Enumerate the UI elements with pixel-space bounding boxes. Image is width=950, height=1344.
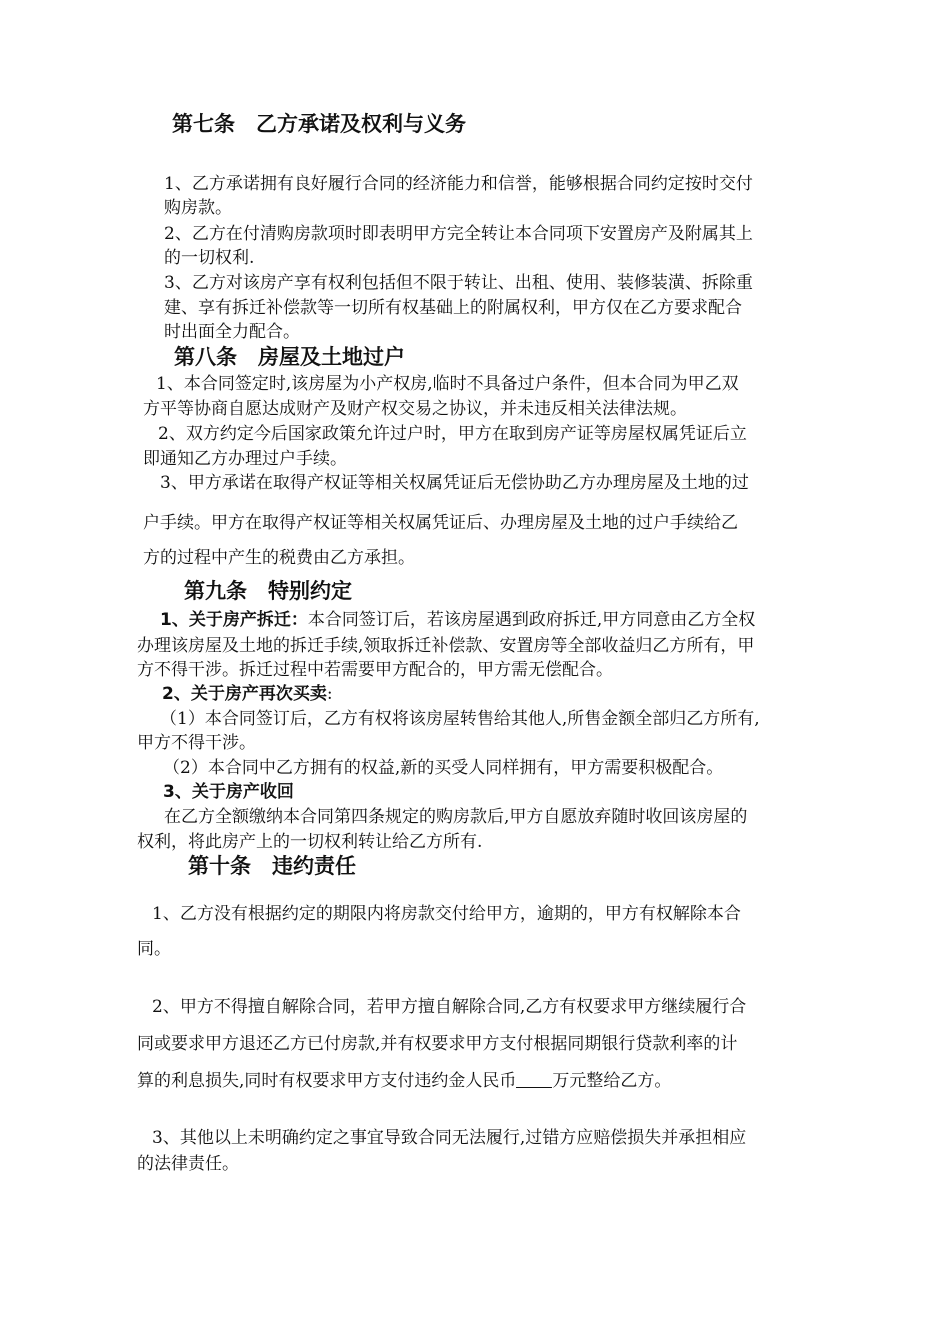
article-7-item-2-line-2: 的一切权利. [164,248,255,268]
article-7-item-3-line-1: 3、乙方对该房产享有权利包括但不限于转让、出租、使用、装修装潢、拆除重 [164,273,753,293]
article-8-item-3-line-3: 方的过程中产生的税费由乙方承担。 [143,548,415,568]
article-10-item-2-line-1: 2、甲方不得擅自解除合同，若甲方擅自解除合同,乙方有权要求甲方继续履行合 [152,997,747,1017]
article-7-item-3-line-2: 建、享有拆迁补偿款等一切所有权基础上的附属权利，甲方仅在乙方要求配合 [164,298,742,318]
article-9-item-1-label: 1、关于房产拆迁： [160,610,308,630]
article-8-item-1-line-2: 方平等协商自愿达成财产及财产权交易之协议，并未违反相关法律法规。 [143,399,687,419]
amount-blank-underline [516,1069,552,1088]
article-10-item-2-line-3-start: 算的利息损失,同时有权要求甲方支付违约金人民币 [137,1071,517,1091]
article-8-item-2-line-2: 即通知乙方办理过户手续。 [143,449,347,469]
article-9-item-3-line-2: 权利，将此房产上的一切权利转让给乙方所有. [137,832,483,852]
article-8-item-1-line-1: 1、本合同签定时,该房屋为小产权房,临时不具备过户条件，但本合同为甲乙双 [156,374,739,394]
article-9-item-1-line-1 [160,608,755,632]
article-10-item-3-line-2: 的法律责任。 [137,1154,239,1174]
article-10-item-2-line-3-end: 万元整给乙方。 [552,1071,672,1091]
article-9-item-2-label: 2、关于房产再次买卖 [162,684,327,704]
article-7-item-3-line-3: 时出面全力配合。 [164,322,300,342]
article-9-item-2-colon: : [326,684,333,704]
article-9-heading: 第九条 特别约定 [184,579,352,603]
article-8-item-3-line-2: 户手续。甲方在取得产权证等相关权属凭证后、办理房屋及土地的过户手续给乙 [143,513,738,533]
article-10-item-1-line-1: 1、乙方没有根据约定的期限内将房款交付给甲方，逾期的，甲方有权解除本合 [152,904,741,924]
article-10-item-2-line-3 [137,1069,671,1093]
article-10-item-2-line-2: 同或要求甲方退还乙方已付房款,并有权要求甲方支付根据同期银行贷款利率的计 [137,1034,738,1054]
article-9-item-1-line-2: 办理该房屋及土地的拆迁手续,领取拆迁补偿款、安置房等全部收益归乙方所有，甲 [137,636,755,656]
article-7-item-2-line-1: 2、乙方在付清购房款项时即表明甲方完全转让本合同项下安置房产及附属其上 [164,224,753,244]
article-10-heading: 第十条 违约责任 [188,854,356,878]
article-7-item-1-line-2: 购房款。 [164,198,232,218]
article-9-item-3-line-1: 在乙方全额缴纳本合同第四条规定的购房款后,甲方自愿放弃随时收回该房屋的 [164,807,748,827]
article-9-item-2-1-line-2: 甲方不得干涉。 [137,733,256,753]
article-8-item-3-line-1: 3、甲方承诺在取得产权证等相关权属凭证后无偿协助乙方办理房屋及土地的过 [160,473,749,493]
article-9-item-1-text: 本合同签订后，若该房屋遇到政府拆迁,甲方同意由乙方全权 [307,610,756,630]
article-8-item-2-line-1: 2、双方约定今后国家政策允许过户时，甲方在取到房产证等房屋权属凭证后立 [158,424,747,444]
article-9-item-1-line-3: 方不得干涉。拆迁过程中若需要甲方配合的，甲方需无偿配合。 [137,660,613,680]
article-7-item-1-line-1: 1、乙方承诺拥有良好履行合同的经济能力和信誉，能够根据合同约定按时交付 [164,174,753,194]
article-9-item-2-2-line-1: （2）本合同中乙方拥有的权益,新的买受人同样拥有，甲方需要积极配合。 [163,758,724,778]
article-9-item-2-1-line-1: （1）本合同签订后，乙方有权将该房屋转售给其他人,所售金额全部归乙方所有, [160,709,760,729]
article-10-item-3-line-1: 3、其他以上未明确约定之事宜导致合同无法履行,过错方应赔偿损失并承担相应 [152,1128,747,1148]
article-9-item-3-label: 3、关于房产收回 [163,782,294,802]
article-10-item-1-line-2: 同。 [137,939,171,959]
article-9-item-2-label-line [162,682,333,706]
article-7-heading: 第七条 乙方承诺及权利与义务 [172,112,466,136]
article-8-heading: 第八条 房屋及土地过户 [174,345,405,369]
